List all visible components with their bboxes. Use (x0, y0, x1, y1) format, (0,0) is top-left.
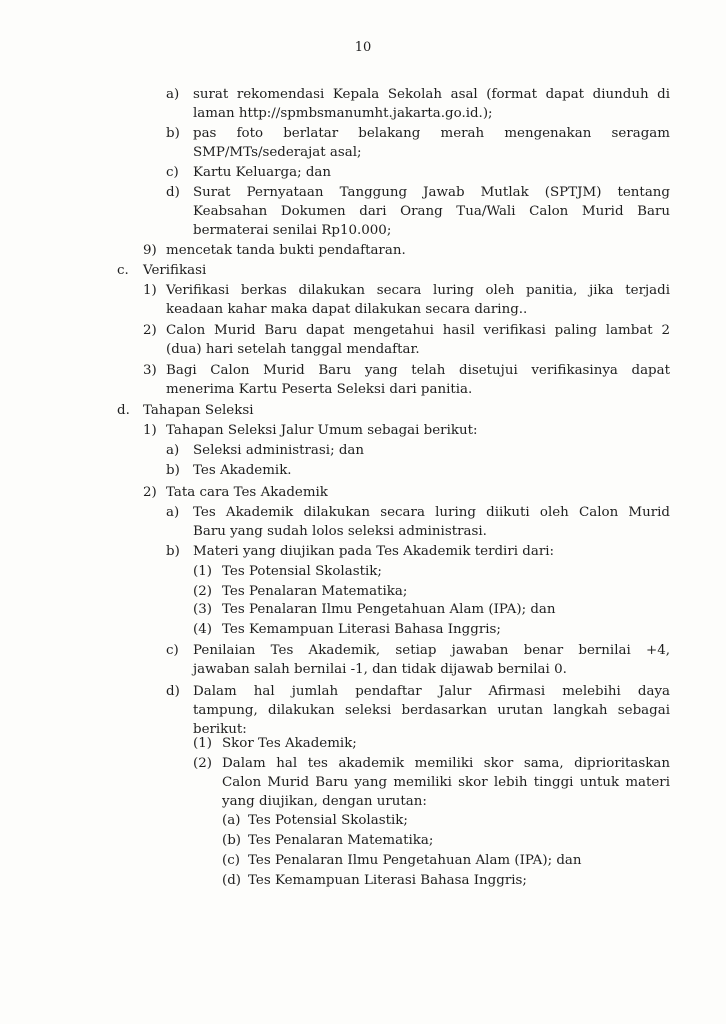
text-line: Kartu Keluarga; dan (193, 165, 332, 180)
text-line: Bagi Calon Murid Baru yang telah disetujui verifikasinya dapat (166, 363, 670, 378)
page-number: 10 (354, 40, 372, 55)
text-line: Tes Kemampuan Literasi Bahasa Inggris; (248, 873, 527, 888)
text-line: Tes Penalaran Ilmu Pengetahuan Alam (IPA); dan (222, 602, 556, 617)
text-line: Tahapan Seleksi (143, 403, 254, 418)
list-marker: (d) (222, 873, 242, 888)
list-marker: 1) (143, 283, 157, 298)
list-marker: 9) (143, 243, 157, 258)
list-marker: 2) (143, 485, 157, 500)
text-line: SMP/MTs/sederajat asal; (193, 145, 362, 160)
text-line: Tes Potensial Skolastik; (248, 813, 408, 828)
text-line: Verifikasi (143, 263, 207, 278)
text-line: Tes Penalaran Ilmu Pengetahuan Alam (IPA); dan (248, 853, 582, 868)
text-line: Tahapan Seleksi Jalur Umum sebagai berikut: (166, 423, 478, 438)
text-line: mencetak tanda bukti pendaftaran. (166, 243, 406, 258)
text-line: (dua) hari setelah tanggal mendaftar. (166, 342, 420, 357)
list-marker: b) (166, 463, 180, 478)
text-line: Tes Akademik. (193, 463, 292, 478)
text-line: Calon Murid Baru yang memiliki skor lebih tinggi untuk materi (222, 775, 670, 790)
text-line: Surat Pernyataan Tanggung Jawab Mutlak (SPTJM) tentang (193, 185, 670, 200)
list-marker: (1) (193, 564, 212, 579)
text-line: Materi yang diujikan pada Tes Akademik terdiri dari: (193, 544, 555, 559)
list-marker: d) (166, 684, 180, 699)
list-marker: 2) (143, 323, 157, 338)
list-marker: c) (166, 643, 179, 658)
text-line: Tes Penalaran Matematika; (248, 833, 434, 848)
text-line: Tata cara Tes Akademik (166, 485, 328, 500)
list-marker: d) (166, 185, 180, 200)
list-marker: (2) (193, 584, 212, 599)
list-marker: (2) (193, 756, 212, 771)
text-line: keadaan kahar maka dapat dilakukan secara daring.. (166, 302, 528, 317)
text-line: Baru yang sudah lolos seleksi administrasi. (193, 524, 487, 539)
text-line: Verifikasi berkas dilakukan secara luring oleh panitia, jika terjadi (166, 283, 670, 298)
list-marker: (b) (222, 833, 242, 848)
list-marker: c) (166, 165, 179, 180)
text-line: Tes Kemampuan Literasi Bahasa Inggris; (222, 622, 501, 637)
list-marker: (c) (222, 853, 240, 868)
text-line: Tes Potensial Skolastik; (222, 564, 382, 579)
text-line: Keabsahan Dokumen dari Orang Tua/Wali Calon Murid Baru (193, 204, 670, 219)
list-marker: (3) (193, 602, 212, 617)
text-line: Tes Akademik dilakukan secara luring diikuti oleh Calon Murid (193, 505, 670, 520)
list-marker: 3) (143, 363, 157, 378)
list-marker: (1) (193, 736, 212, 751)
text-line: surat rekomendasi Kepala Sekolah asal (format dapat diunduh di (193, 87, 670, 102)
text-line: pas foto berlatar belakang merah mengenakan seragam (193, 126, 670, 141)
text-line: yang diujikan, dengan urutan: (222, 794, 427, 809)
text-line: Dalam hal tes akademik memiliki skor sama, diprioritaskan (222, 756, 670, 771)
text-line: Skor Tes Akademik; (222, 736, 357, 751)
list-marker: 1) (143, 423, 157, 438)
text-line: Seleksi administrasi; dan (193, 443, 365, 458)
list-marker: c. (117, 263, 129, 278)
text-line: Tes Penalaran Matematika; (222, 584, 408, 599)
text-line: Dalam hal jumlah pendaftar Jalur Afirmasi melebihi daya (193, 684, 670, 699)
list-marker: d. (117, 403, 130, 418)
text-line: jawaban salah bernilai -1, dan tidak dijawab bernilai 0. (193, 662, 567, 677)
text-line: laman http://spmbsmanumht.jakarta.go.id.); (193, 106, 493, 121)
text-line: menerima Kartu Peserta Seleksi dari panitia. (166, 382, 473, 397)
list-marker: a) (166, 443, 180, 458)
text-line: bermaterai senilai Rp10.000; (193, 223, 392, 238)
list-marker: b) (166, 544, 180, 559)
list-marker: b) (166, 126, 180, 141)
list-marker: (a) (222, 813, 241, 828)
text-line: tampung, dilakukan seleksi berdasarkan urutan langkah sebagai (193, 703, 670, 718)
text-line: Calon Murid Baru dapat mengetahui hasil verifikasi paling lambat 2 (166, 323, 670, 338)
text-line: berikut: (193, 722, 247, 737)
text-line: Penilaian Tes Akademik, setiap jawaban benar bernilai +4, (193, 643, 670, 658)
list-marker: (4) (193, 622, 212, 637)
list-marker: a) (166, 505, 180, 520)
list-marker: a) (166, 87, 180, 102)
